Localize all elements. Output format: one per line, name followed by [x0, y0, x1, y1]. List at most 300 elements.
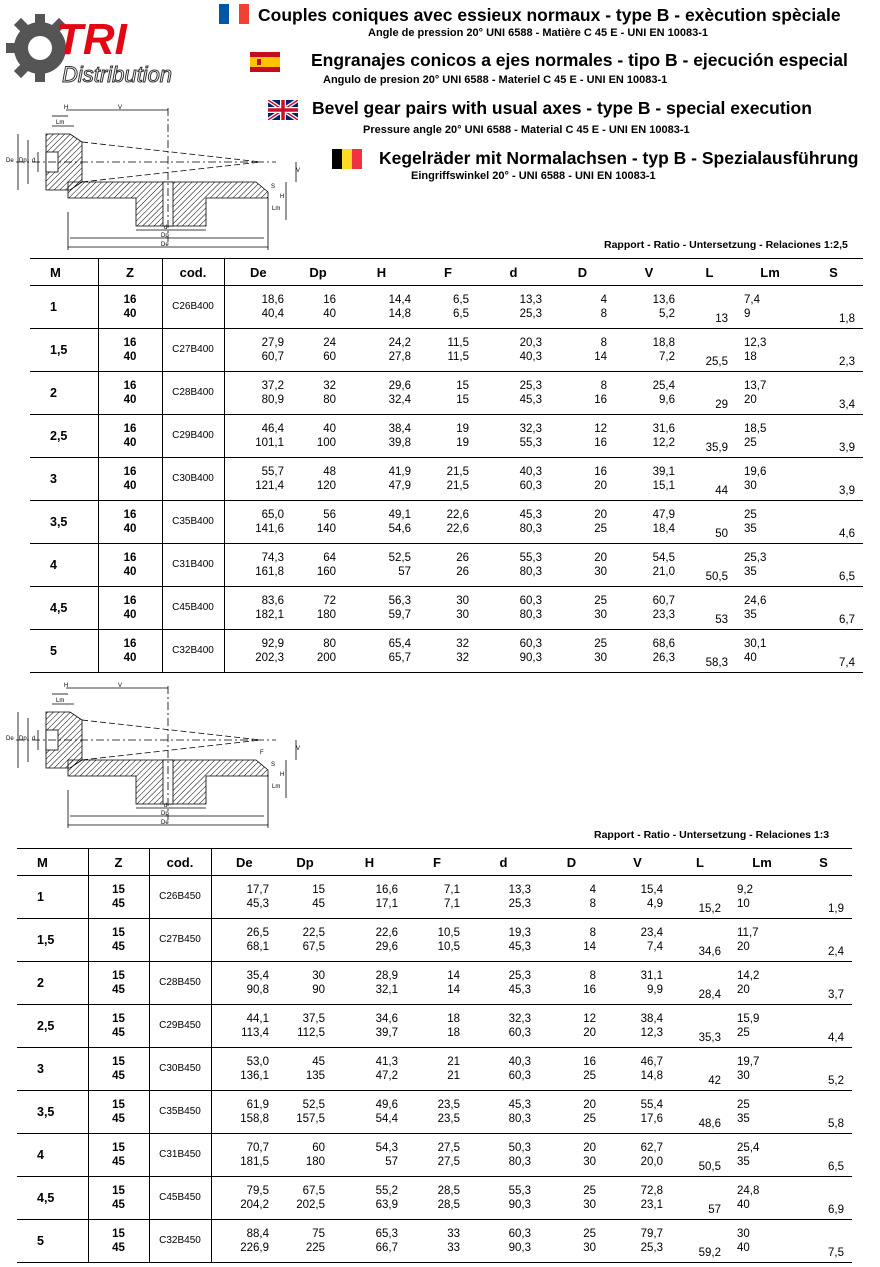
column-header-d: D: [539, 849, 604, 876]
cell-value: 90,3: [508, 1199, 531, 1211]
cell-m: 1: [17, 876, 88, 919]
cell-cod: C29B450: [149, 1005, 211, 1048]
cell-value: 40: [737, 1199, 750, 1211]
cell-value: 4,9: [647, 898, 663, 910]
cell-value: 20: [583, 1099, 596, 1111]
cell-value: 20: [737, 984, 750, 996]
cell-v: [615, 630, 683, 673]
cell-value: 7,4: [744, 294, 760, 306]
cell-value: 90: [312, 984, 325, 996]
cell-value: 90,8: [246, 984, 269, 996]
cell-s: 7,5: [795, 1220, 852, 1263]
table-row: [30, 458, 863, 501]
cell-h: [333, 1134, 406, 1177]
cell-l: 35,9: [683, 415, 736, 458]
cell-f: [419, 329, 477, 372]
cell-m: 2: [17, 962, 88, 1005]
cell-value: 45,3: [519, 509, 542, 521]
cell-value: 28,5: [437, 1199, 460, 1211]
cell-value: 60,3: [508, 1070, 531, 1082]
cell-value: 72: [323, 595, 336, 607]
column-header-z: Z: [98, 259, 162, 286]
cell-value: 45,3: [508, 984, 531, 996]
cell-value: 45: [112, 1113, 125, 1125]
cell-value: 54,3: [375, 1142, 398, 1154]
ratio-label-2: Rapport - Ratio - Untersetzung - Relaciones 1:3: [594, 829, 830, 841]
cell-value: 225: [305, 1242, 325, 1254]
cell-value: 16: [594, 437, 607, 449]
cell-s: 3,7: [795, 962, 852, 1005]
cell-value: 23,5: [437, 1099, 460, 1111]
cell-value: 56,3: [388, 595, 411, 607]
cell-d: [468, 1005, 539, 1048]
cell-cod: C35B400: [162, 501, 224, 544]
cell-value: 24,6: [744, 595, 767, 607]
title-en: Bevel gear pairs with usual axes - type B - special execution: [312, 98, 812, 118]
column-header-l: L: [683, 259, 736, 286]
cell-value: 32: [456, 652, 469, 664]
cell-value: 32: [323, 380, 336, 392]
cell-value: 55,3: [519, 552, 542, 564]
cell-dp: [277, 1048, 333, 1091]
cell-z: [98, 329, 162, 372]
cell-d: [550, 630, 615, 673]
svg-text:Lm: Lm: [272, 784, 281, 790]
cell-s: 5,8: [795, 1091, 852, 1134]
cell-value: 20: [594, 480, 607, 492]
cell-value: 15: [456, 394, 469, 406]
cell-value: 29,6: [375, 941, 398, 953]
svg-text:S: S: [271, 762, 276, 768]
cell-value: 48: [323, 466, 336, 478]
cell-value: 157,5: [296, 1113, 325, 1125]
cell-value: 40: [123, 652, 137, 664]
cell-value: 9,6: [659, 394, 675, 406]
cell-value: 14,2: [737, 970, 760, 982]
cell-value: 30: [456, 609, 469, 621]
cell-d: [477, 544, 550, 587]
cell-value: 202,5: [296, 1199, 325, 1211]
cell-de: [211, 1220, 277, 1263]
cell-z: [88, 1048, 149, 1091]
column-header-de: De: [211, 849, 277, 876]
svg-text:V: V: [296, 746, 301, 752]
cell-value: 14: [594, 351, 607, 363]
cell-value: 15,9: [737, 1013, 760, 1025]
cell-v: [604, 962, 671, 1005]
cell-value: 19: [456, 423, 469, 435]
cell-value: 65,7: [388, 652, 411, 664]
cell-value: 60,7: [652, 595, 675, 607]
cell-de: [211, 876, 277, 919]
column-header-s: S: [804, 259, 863, 286]
cell-value: 21,5: [446, 466, 469, 478]
cell-v: [604, 1220, 671, 1263]
cell-value: 54,6: [388, 523, 411, 535]
subtitle-de: Eingriffswinkel 20° - UNI 6588 - UNI EN 10083-1: [411, 170, 656, 182]
cell-value: 52,5: [388, 552, 411, 564]
cell-value: 37,2: [261, 380, 284, 392]
cell-value: 55,2: [375, 1185, 398, 1197]
cell-v: [615, 286, 683, 329]
spain-flag-icon: [250, 52, 280, 72]
table-row: [17, 1091, 852, 1134]
cell-l: 48,6: [671, 1091, 729, 1134]
cell-value: 181,5: [240, 1156, 269, 1168]
cell-value: 12: [594, 423, 607, 435]
cell-value: 21: [447, 1070, 460, 1082]
cell-value: 40: [123, 566, 137, 578]
cell-lm: [729, 1091, 795, 1134]
svg-text:Dp: Dp: [161, 811, 169, 817]
cell-v: [615, 329, 683, 372]
cell-value: 16: [583, 984, 596, 996]
cell-value: 33: [447, 1242, 460, 1254]
cell-value: 8: [589, 898, 596, 910]
cell-dp: [277, 1220, 333, 1263]
cell-value: 30: [737, 1070, 750, 1082]
cell-value: 80,3: [508, 1113, 531, 1125]
table-header-row: [30, 259, 863, 286]
cell-m: 4,5: [17, 1177, 88, 1220]
cell-value: 25: [583, 1228, 596, 1240]
cell-value: 16: [323, 294, 336, 306]
cell-s: 2,4: [795, 919, 852, 962]
cell-dp: [277, 1005, 333, 1048]
cell-value: 31,6: [652, 423, 675, 435]
cell-value: 158,8: [240, 1113, 269, 1125]
svg-text:Dp: Dp: [161, 233, 169, 239]
cell-s: 4,6: [804, 501, 863, 544]
cell-h: [333, 1091, 406, 1134]
tri-distribution-logo: [4, 4, 212, 86]
cell-value: 80,3: [519, 523, 542, 535]
cell-lm: [729, 962, 795, 1005]
cell-cod: C32B450: [149, 1220, 211, 1263]
cell-dp: [292, 329, 344, 372]
svg-text:Lm: Lm: [56, 120, 65, 126]
cell-value: 40,4: [261, 308, 284, 320]
cell-value: 180: [305, 1156, 325, 1168]
cell-lm: [736, 458, 804, 501]
cell-lm: [729, 1134, 795, 1177]
cell-cod: C30B450: [149, 1048, 211, 1091]
cell-value: 45: [112, 1070, 125, 1082]
cell-value: 35: [744, 609, 757, 621]
cell-value: 20: [594, 509, 607, 521]
cell-lm: [736, 415, 804, 458]
cell-value: 25,3: [508, 898, 531, 910]
cell-value: 21,0: [652, 566, 675, 578]
cell-value: 13,3: [508, 884, 531, 896]
cell-value: 14: [583, 941, 596, 953]
cell-value: 80: [323, 394, 336, 406]
cell-z: [98, 372, 162, 415]
cell-de: [224, 458, 292, 501]
cell-de: [211, 919, 277, 962]
svg-text:d: d: [32, 158, 36, 164]
cell-dp: [277, 1091, 333, 1134]
cell-z: [98, 458, 162, 501]
cell-value: 39,8: [388, 437, 411, 449]
cell-de: [224, 286, 292, 329]
cell-dp: [277, 919, 333, 962]
cell-value: 16: [594, 466, 607, 478]
cell-value: 47,9: [652, 509, 675, 521]
cell-value: 12: [583, 1013, 596, 1025]
title-de: Kegelräder mit Normalachsen - typ B - Spezialausführung: [379, 148, 859, 168]
table-row: [17, 1005, 852, 1048]
cell-value: 25: [594, 638, 607, 650]
cell-de: [224, 501, 292, 544]
cell-s: 2,3: [804, 329, 863, 372]
cell-dp: [292, 286, 344, 329]
cell-value: 24,8: [737, 1185, 760, 1197]
svg-text:De: De: [6, 736, 14, 742]
cell-value: 80,9: [261, 394, 284, 406]
cell-d: [550, 587, 615, 630]
cell-l: 50,5: [683, 544, 736, 587]
cell-z: [88, 1134, 149, 1177]
cell-value: 30,1: [744, 638, 767, 650]
gear-table-ratio-2-5: [30, 258, 863, 673]
cell-d: [468, 1177, 539, 1220]
cell-value: 19: [456, 437, 469, 449]
cell-f: [406, 1177, 468, 1220]
column-header-h: H: [344, 259, 419, 286]
cell-value: 15: [112, 927, 125, 939]
table-row: [30, 286, 863, 329]
cell-value: 23,1: [640, 1199, 663, 1211]
cell-d: [539, 1220, 604, 1263]
cell-value: 9: [744, 308, 751, 320]
cell-value: 68,1: [246, 941, 269, 953]
cell-value: 66,7: [375, 1242, 398, 1254]
cell-value: 67,5: [302, 941, 325, 953]
cell-value: 41,3: [375, 1056, 398, 1068]
cell-value: 25,3: [744, 552, 767, 564]
cell-value: 40: [123, 523, 137, 535]
cell-value: 141,6: [255, 523, 284, 535]
cell-value: 40: [744, 652, 757, 664]
cell-m: 2: [30, 372, 98, 415]
cell-de: [224, 372, 292, 415]
svg-text:De: De: [161, 820, 169, 826]
cell-dp: [292, 630, 344, 673]
cell-value: 60,3: [519, 480, 542, 492]
cell-value: 60,3: [519, 595, 542, 607]
cell-value: 15: [112, 1142, 125, 1154]
cell-value: 45: [112, 984, 125, 996]
cell-value: 32,3: [508, 1013, 531, 1025]
cell-cod: C45B450: [149, 1177, 211, 1220]
cell-value: 29,6: [388, 380, 411, 392]
cell-value: 61,9: [246, 1099, 269, 1111]
cell-value: 25,3: [640, 1242, 663, 1254]
cell-d: [550, 544, 615, 587]
svg-text:d: d: [164, 803, 168, 809]
cell-l: 58,3: [683, 630, 736, 673]
cell-z: [98, 501, 162, 544]
cell-v: [604, 1048, 671, 1091]
cell-value: 12,3: [744, 337, 767, 349]
cell-value: 20: [737, 941, 750, 953]
cell-d: [477, 587, 550, 630]
cell-value: 79,7: [640, 1228, 663, 1240]
cell-value: 25,3: [519, 308, 542, 320]
column-header-cod: cod.: [162, 259, 224, 286]
cell-value: 32,1: [375, 984, 398, 996]
cell-dp: [277, 1177, 333, 1220]
logo-brand-text: TRI: [56, 15, 127, 64]
cell-z: [88, 1177, 149, 1220]
cell-l: 50,5: [671, 1134, 729, 1177]
column-header-d: d: [468, 849, 539, 876]
cell-value: 70,7: [246, 1142, 269, 1154]
cell-value: 202,3: [255, 652, 284, 664]
cell-lm: [736, 286, 804, 329]
cell-value: 20,0: [640, 1156, 663, 1168]
cell-value: 16,6: [375, 884, 398, 896]
svg-text:Dp: Dp: [19, 158, 27, 164]
cell-value: 16: [594, 394, 607, 406]
cell-value: 30: [594, 652, 607, 664]
cell-value: 90,3: [519, 652, 542, 664]
cell-f: [406, 919, 468, 962]
cell-z: [98, 544, 162, 587]
cell-m: 2,5: [30, 415, 98, 458]
cell-value: 23,4: [640, 927, 663, 939]
cell-value: 28,9: [375, 970, 398, 982]
cell-de: [224, 415, 292, 458]
cell-s: 3,9: [804, 458, 863, 501]
cell-value: 45,3: [508, 1099, 531, 1111]
cell-value: 17,1: [375, 898, 398, 910]
svg-text:H: H: [64, 683, 69, 689]
cell-dp: [292, 415, 344, 458]
cell-m: 1,5: [17, 919, 88, 962]
cell-z: [88, 1220, 149, 1263]
gear-diagram-2: [6, 680, 306, 830]
cell-v: [604, 1005, 671, 1048]
cell-value: 11,7: [737, 927, 759, 939]
cell-value: 8: [600, 380, 607, 392]
cell-value: 20: [583, 1027, 596, 1039]
cell-value: 60,3: [519, 638, 542, 650]
cell-value: 14,8: [640, 1070, 663, 1082]
cell-z: [88, 1005, 149, 1048]
cell-lm: [729, 876, 795, 919]
svg-text:Lm: Lm: [272, 206, 281, 212]
subtitle-fr: Angle de pression 20° UNI 6588 - Matière C 45 E - UNI EN 10083-1: [368, 27, 709, 39]
column-header-cod: cod.: [149, 849, 211, 876]
cell-v: [604, 1091, 671, 1134]
column-header-l: L: [671, 849, 729, 876]
cell-cod: C30B400: [162, 458, 224, 501]
cell-l: 34,6: [671, 919, 729, 962]
cell-value: 19,3: [508, 927, 531, 939]
cell-value: 7,4: [647, 941, 663, 953]
cell-value: 30: [737, 1228, 750, 1240]
cell-value: 15: [312, 884, 325, 896]
cell-dp: [292, 587, 344, 630]
cell-value: 54,5: [652, 552, 675, 564]
cell-value: 30: [594, 566, 607, 578]
table-row: [30, 329, 863, 372]
cell-value: 27,5: [437, 1156, 460, 1168]
cell-z: [98, 286, 162, 329]
cell-value: 10,5: [437, 941, 460, 953]
cell-value: 47,2: [375, 1070, 398, 1082]
cell-value: 16: [123, 380, 137, 392]
cell-z: [88, 1091, 149, 1134]
cell-value: 15: [112, 1099, 125, 1111]
column-header-de: De: [224, 259, 292, 286]
cell-l: 28,4: [671, 962, 729, 1005]
cell-s: 1,9: [795, 876, 852, 919]
cell-d: [550, 458, 615, 501]
cell-dp: [292, 372, 344, 415]
cell-value: 18: [744, 351, 757, 363]
cell-value: 25,3: [508, 970, 531, 982]
cell-value: 8: [600, 308, 607, 320]
cell-value: 83,6: [261, 595, 284, 607]
table-row: [30, 415, 863, 458]
cell-de: [224, 329, 292, 372]
cell-d: [539, 876, 604, 919]
cell-cod: C28B400: [162, 372, 224, 415]
france-flag-icon: [219, 4, 249, 24]
cell-value: 33: [447, 1228, 460, 1240]
cell-d: [477, 415, 550, 458]
svg-text:F: F: [260, 750, 264, 756]
cell-value: 45: [112, 1027, 125, 1039]
cell-value: 16: [123, 423, 137, 435]
column-header-f: F: [419, 259, 477, 286]
cell-s: 6,5: [804, 544, 863, 587]
svg-text:V: V: [118, 105, 123, 111]
cell-value: 55,7: [261, 466, 284, 478]
cell-d: [468, 1220, 539, 1263]
cell-value: 7,1: [444, 898, 460, 910]
cell-h: [333, 1048, 406, 1091]
cell-value: 49,6: [375, 1099, 398, 1111]
cell-value: 67,5: [302, 1185, 325, 1197]
cell-d: [477, 329, 550, 372]
cell-de: [224, 587, 292, 630]
cell-value: 10: [737, 898, 750, 910]
cell-dp: [277, 876, 333, 919]
cell-f: [406, 876, 468, 919]
cell-value: 74,3: [261, 552, 284, 564]
cell-f: [419, 630, 477, 673]
column-header-m: M: [30, 259, 98, 286]
cell-value: 4: [589, 884, 596, 896]
cell-value: 16: [123, 595, 137, 607]
cell-de: [224, 544, 292, 587]
cell-f: [419, 544, 477, 587]
cell-value: 16: [583, 1056, 596, 1068]
cell-value: 22,6: [375, 927, 398, 939]
cell-lm: [736, 630, 804, 673]
logo-sub-text: Distribution: [62, 62, 173, 86]
cell-de: [211, 1005, 277, 1048]
cell-value: 22,5: [302, 927, 325, 939]
cell-h: [344, 587, 419, 630]
cell-value: 40: [123, 394, 137, 406]
cell-value: 200: [316, 652, 336, 664]
cell-m: 4: [17, 1134, 88, 1177]
